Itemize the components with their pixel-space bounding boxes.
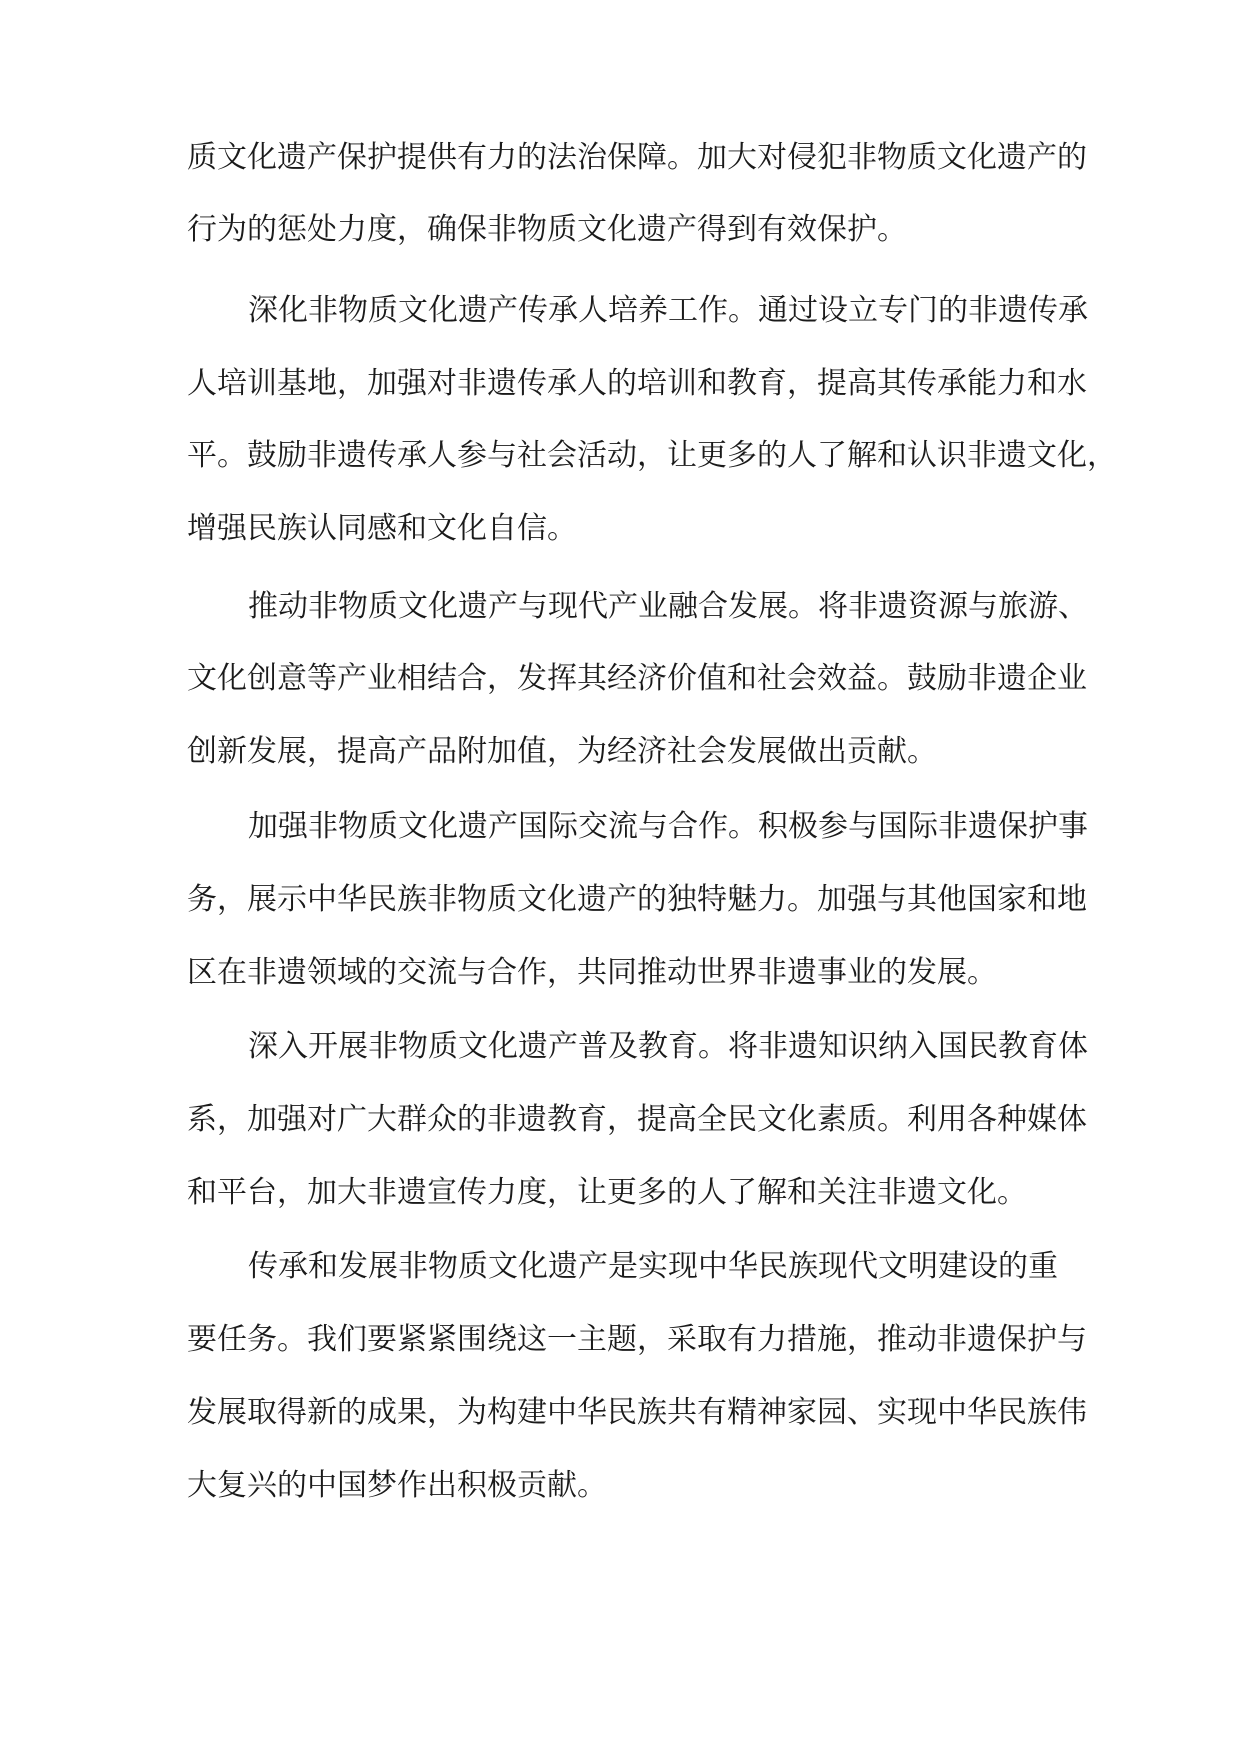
text-line: 增强民族认同感和文化自信。 (187, 511, 577, 546)
paragraph-first-line: 深入开展非物质文化遗产普及教育。将非遗知识纳入国民教育体 (248, 1029, 1088, 1064)
paragraph-first-line: 加强非物质文化遗产国际交流与合作。积极参与国际非遗保护事 (248, 809, 1088, 844)
paragraph-first-line: 深化非物质文化遗产传承人培养工作。通过设立专门的非遗传承 (248, 293, 1088, 328)
paragraph-first-line: 推动非物质文化遗产与现代产业融合发展。将非遗资源与旅游、 (248, 589, 1088, 624)
text-line: 发展取得新的成果，为构建中华民族共有精神家园、实现中华民族伟 (187, 1395, 1087, 1430)
text-line: 区在非遗领域的交流与合作，共同推动世界非遗事业的发展。 (187, 955, 997, 990)
text-line: 务，展示中华民族非物质文化遗产的独特魅力。加强与其他国家和地 (187, 882, 1087, 917)
text-line: 要任务。我们要紧紧围绕这一主题，采取有力措施，推动非遗保护与 (187, 1322, 1087, 1357)
text-line: 文化创意等产业相结合，发挥其经济价值和社会效益。鼓励非遗企业 (187, 661, 1087, 696)
text-line: 行为的惩处力度，确保非物质文化遗产得到有效保护。 (187, 212, 907, 247)
text-line: 质文化遗产保护提供有力的法治保障。加大对侵犯非物质文化遗产的 (187, 140, 1087, 175)
text-line: 平。鼓励非遗传承人参与社会活动，让更多的人了解和认识非遗文化， (187, 438, 1117, 473)
text-line: 大复兴的中国梦作出积极贡献。 (187, 1468, 607, 1503)
paragraph-first-line: 传承和发展非物质文化遗产是实现中华民族现代文明建设的重 (248, 1249, 1058, 1284)
text-line: 和平台，加大非遗宣传力度，让更多的人了解和关注非遗文化。 (187, 1175, 1027, 1210)
text-line: 人培训基地，加强对非遗传承人的培训和教育，提高其传承能力和水 (187, 366, 1087, 401)
text-line: 系，加强对广大群众的非遗教育，提高全民文化素质。利用各种媒体 (187, 1102, 1087, 1137)
text-line: 创新发展，提高产品附加值，为经济社会发展做出贡献。 (187, 734, 937, 769)
